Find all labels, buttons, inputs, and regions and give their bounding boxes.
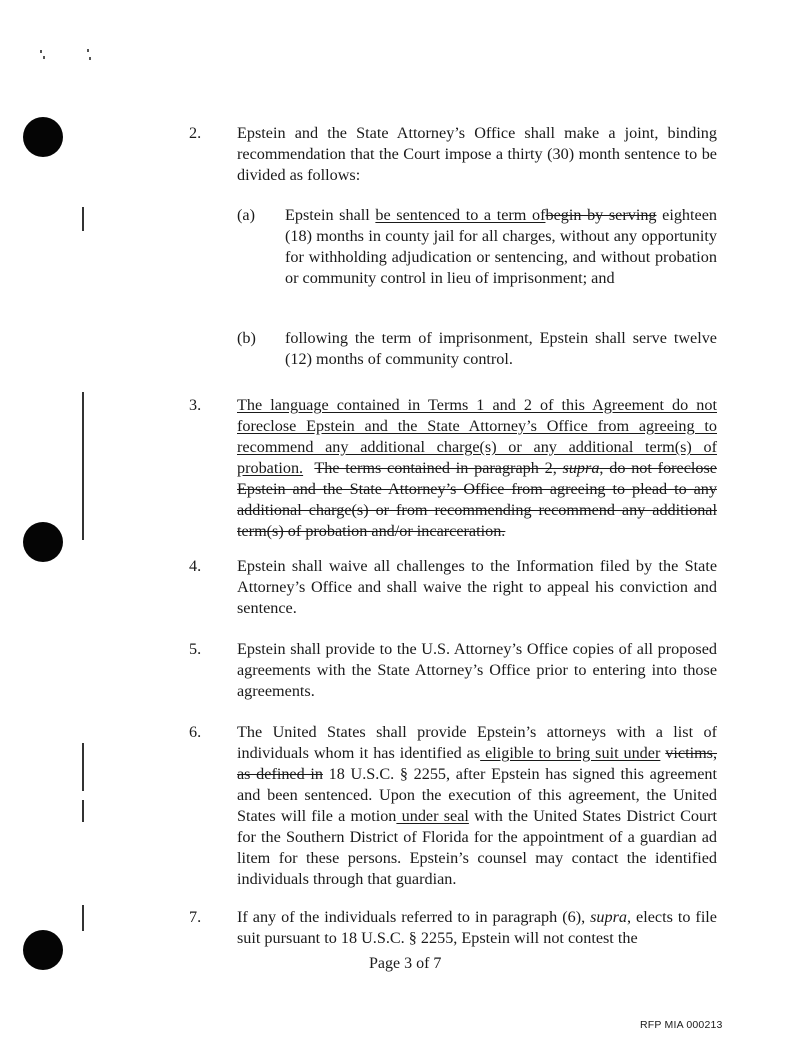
inserted-text: be sentenced to a term of xyxy=(375,206,546,224)
paragraph-number: 5. xyxy=(189,640,202,658)
inserted-text: eligible to bring suit under xyxy=(480,744,661,762)
scan-speck xyxy=(43,56,45,59)
paragraph-number: 3. xyxy=(189,396,202,414)
punch-hole-top xyxy=(23,117,63,157)
subitem-b: following the term of imprisonment, Epstein shall serve twelve (12) months of community control. xyxy=(285,329,717,368)
paragraph-number: 2. xyxy=(189,124,202,142)
paragraph-number: 6. xyxy=(189,723,202,741)
deleted-text: victims, as defined in xyxy=(237,744,718,783)
paragraph-7: If any of the individuals referred to in paragraph (6), supra, elects to file suit pursuant to 18 U.S.C. § 2255, Epstein will not contest the xyxy=(237,908,717,947)
revision-bar xyxy=(82,905,84,931)
paragraph-2: Epstein and the State Attorney’s Office shall make a joint, binding recommendation that the Court impose a thirty (30) month sentence to be divided as follows: xyxy=(237,124,717,184)
deleted-text: The terms contained in paragraph 2, supra, do not foreclose Epstein and the State Attorney’s Office from agreeing to plead to any additional charge(s) or from recommending recommend any additional term(s) of probation and/or incarceration. xyxy=(237,459,717,540)
punch-hole-middle xyxy=(23,522,63,562)
scan-speck xyxy=(89,57,91,60)
paragraph-4: Epstein shall waive all challenges to the Information filed by the State Attorney’s Office and shall waive the right to appeal his conviction and sentence. xyxy=(237,557,717,617)
revision-bar xyxy=(82,743,84,791)
deleted-text: begin by serving xyxy=(545,206,657,224)
revision-bar xyxy=(82,800,84,822)
paragraph-6: The United States shall provide Epstein’s attorneys with a list of individuals whom it has identified as eligible to bring suit under victims, as defined in 18 U.S.C. § 2255, after Epstein has signed this agreement and been sentenced. Upon the execution of this agreement, the United States will file a motion under seal with the United States District Court for the Southern District of Florida for the appointment of a guardian ad litem for these persons. Epstein’s counsel may contact the identified individuals through that guardian. xyxy=(237,723,718,888)
subitem-a: Epstein shall be sentenced to a term ofbegin by serving eighteen (18) months in county jail for all charges, without any opportunity for withholding adjudication or sentencing, and without probation or community control in lieu of imprisonment; and xyxy=(285,206,717,287)
subitem-label-a: (a) xyxy=(237,206,255,224)
page-number: Page 3 of 7 xyxy=(369,955,442,972)
paragraph-number: 4. xyxy=(189,557,202,575)
revision-bar xyxy=(82,207,84,231)
punch-hole-bottom xyxy=(23,930,63,970)
paragraph-number: 7. xyxy=(189,908,202,926)
scan-speck xyxy=(40,50,42,53)
paragraph-5: Epstein shall provide to the U.S. Attorney’s Office copies of all proposed agreements with the State Attorney’s Office prior to entering into those agreements. xyxy=(237,640,717,700)
scan-speck xyxy=(87,49,89,52)
bates-stamp: RFP MIA 000213 xyxy=(640,1019,723,1031)
subitem-label-b: (b) xyxy=(237,329,256,347)
paragraph-3 xyxy=(237,395,717,542)
inserted-text: The language contained in Terms 1 and 2 of this Agreement do not foreclose Epstein and the State Attorney’s Office from agreeing to recommend any additional charge(s) or any additional term(s) of probation. xyxy=(237,396,717,477)
inserted-text: under seal xyxy=(396,807,469,825)
revision-bar xyxy=(82,392,84,540)
